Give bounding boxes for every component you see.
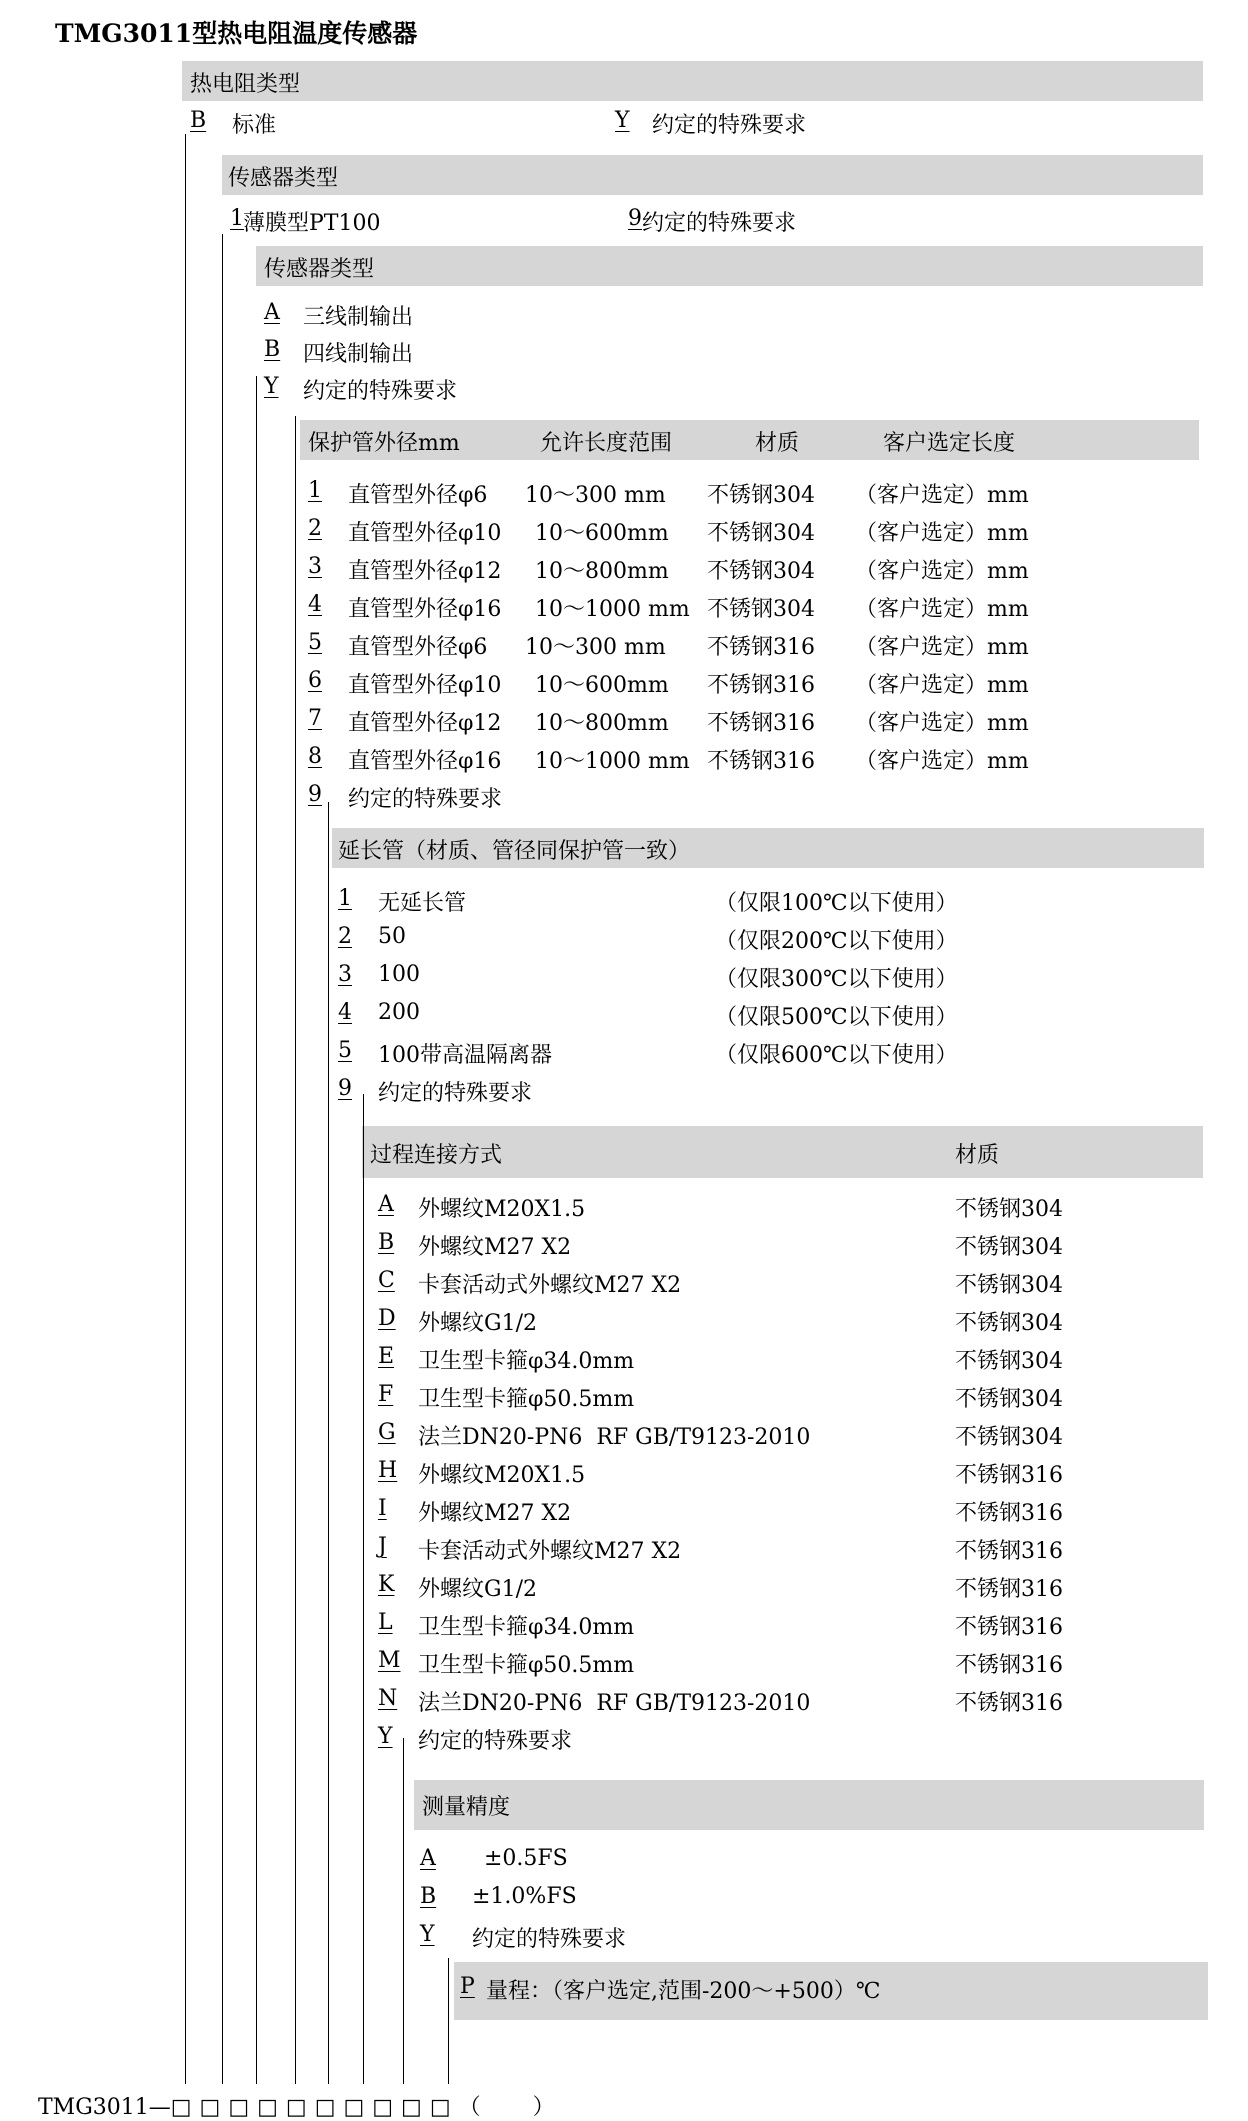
column-header-length-range: 允许长度范围: [540, 431, 673, 456]
tube-custom: （客户选定）mm: [855, 483, 1029, 508]
option-code: E: [378, 1344, 395, 1369]
option-code: 5: [308, 630, 322, 655]
connector-line: [403, 1738, 404, 2084]
option-code: 4: [308, 592, 322, 617]
section-header-label: 测量精度: [422, 1795, 511, 1820]
extension-label: 100带高温隔离器: [378, 1043, 552, 1068]
option-code: Y: [264, 374, 279, 399]
connection-material: 不锈钢304: [955, 1197, 1063, 1222]
option-code: P: [460, 1974, 475, 1999]
column-header-material: 材质: [755, 431, 800, 456]
connection-material: 不锈钢316: [955, 1615, 1063, 1640]
connection-material: 不锈钢316: [955, 1577, 1063, 1602]
option-label: 三线制输出: [303, 305, 414, 330]
section-header-range: [454, 1962, 1208, 2020]
model-code-template: [38, 2090, 555, 2121]
option-label: 约定的特殊要求: [378, 1081, 533, 1106]
connection-label: 卡套活动式外螺纹M27 X2: [418, 1539, 682, 1564]
option-code: Y: [615, 108, 630, 133]
option-code: 2: [338, 924, 352, 949]
section-header-wiring-type: [256, 246, 1203, 286]
tube-material: 不锈钢304: [707, 597, 815, 622]
accuracy-label: ±1.0%FS: [472, 1884, 577, 1909]
option-code: M: [378, 1648, 401, 1673]
extension-label: 50: [378, 924, 406, 949]
column-header-custom-length: 客户选定长度: [883, 431, 1016, 456]
connection-material: 不锈钢316: [955, 1501, 1063, 1526]
connection-label: 外螺纹G1/2: [418, 1311, 537, 1336]
option-code: A: [378, 1192, 394, 1217]
tube-range: 10～300 mm: [525, 635, 666, 660]
tube-custom: （客户选定）mm: [855, 521, 1029, 546]
model-close-paren: ）: [532, 2095, 555, 2120]
option-code: 9: [308, 782, 322, 807]
connection-material: 不锈钢316: [955, 1653, 1063, 1678]
tube-material: 不锈钢316: [707, 673, 815, 698]
tube-range: 10～800mm: [535, 711, 669, 736]
tube-range: 10～800mm: [535, 559, 669, 584]
option-code: 9: [628, 206, 642, 231]
tube-desc: 直管型外径φ6: [348, 635, 488, 660]
option-label: 标准: [232, 113, 277, 138]
option-label: 约定的特殊要求: [348, 787, 503, 812]
tube-range: 10～600mm: [535, 521, 669, 546]
option-code: 9: [338, 1076, 352, 1101]
option-label: 四线制输出: [303, 342, 414, 367]
option-code: 3: [308, 554, 322, 579]
section-header-label: 延长管（材质、管径同保护管一致）: [338, 839, 691, 864]
option-code: B: [378, 1230, 395, 1255]
column-header-diameter: 保护管外径mm: [308, 431, 460, 456]
connector-line: [448, 1958, 449, 2084]
extension-note: （仅限500℃以下使用）: [715, 1005, 958, 1030]
option-code: 1: [230, 206, 244, 231]
connection-material: 不锈钢304: [955, 1387, 1063, 1412]
option-code: 8: [308, 744, 322, 769]
tube-desc: 直管型外径φ12: [348, 559, 502, 584]
connection-label: 法兰DN20-PN6 RF GB/T9123-2010: [418, 1425, 811, 1450]
option-code: C: [378, 1268, 395, 1293]
option-code: N: [378, 1686, 398, 1711]
connector-line: [222, 234, 223, 2084]
extension-label: 100: [378, 962, 420, 987]
connection-material: 不锈钢304: [955, 1273, 1063, 1298]
tube-range: 10～300 mm: [525, 483, 666, 508]
connector-line: [328, 802, 329, 2084]
connection-material: 不锈钢304: [955, 1425, 1063, 1450]
section-header-sensor-type: [222, 155, 1203, 195]
tube-custom: （客户选定）mm: [855, 635, 1029, 660]
tube-material: 不锈钢304: [707, 483, 815, 508]
accuracy-label: ±0.5FS: [484, 1846, 568, 1871]
section-header-thermal-resistor-type: [182, 61, 1203, 101]
option-label: 约定的特殊要求: [303, 379, 458, 404]
tube-material: 不锈钢304: [707, 521, 815, 546]
connection-label: 外螺纹M27 X2: [418, 1235, 572, 1260]
connection-label: 外螺纹M20X1.5: [418, 1197, 586, 1222]
option-label: 薄膜型PT100: [243, 211, 381, 236]
section-header-label: 传感器类型: [264, 257, 375, 282]
option-code: F: [378, 1382, 394, 1407]
option-code: A: [264, 300, 280, 325]
option-code: 7: [308, 706, 322, 731]
section-header-extension-tube: [332, 828, 1204, 868]
option-label: 约定的特殊要求: [418, 1729, 573, 1754]
tube-desc: 直管型外径φ12: [348, 711, 502, 736]
option-boxes: □□□□□□□□□□（: [170, 2095, 489, 2120]
tube-material: 不锈钢304: [707, 559, 815, 584]
option-label: 约定的特殊要求: [642, 211, 797, 236]
tube-range: 10～600mm: [535, 673, 669, 698]
option-code: 5: [338, 1038, 352, 1063]
tube-desc: 直管型外径φ10: [348, 673, 502, 698]
tube-desc: 直管型外径φ16: [348, 749, 502, 774]
extension-label: 无延长管: [378, 891, 467, 916]
option-code: 6: [308, 668, 322, 693]
connection-material: 不锈钢316: [955, 1691, 1063, 1716]
option-code: 3: [338, 962, 352, 987]
section-header-label: 热电阻类型: [190, 72, 301, 97]
tube-custom: （客户选定）mm: [855, 597, 1029, 622]
connection-material: 不锈钢304: [955, 1349, 1063, 1374]
option-code: L: [378, 1610, 393, 1635]
connection-label: 卫生型卡箍φ50.5mm: [418, 1653, 635, 1678]
tube-custom: （客户选定）mm: [855, 673, 1029, 698]
section-header-accuracy: [414, 1780, 1204, 1830]
connection-label: 卫生型卡箍φ50.5mm: [418, 1387, 635, 1412]
option-code: B: [264, 337, 281, 362]
connection-label: 法兰DN20-PN6 RF GB/T9123-2010: [418, 1691, 811, 1716]
tube-material: 不锈钢316: [707, 711, 815, 736]
connector-line: [295, 416, 296, 2084]
option-code: 4: [338, 1000, 352, 1025]
model-prefix: TMG3011—: [38, 2095, 171, 2120]
connection-label: 卫生型卡箍φ34.0mm: [418, 1349, 635, 1374]
option-code: D: [378, 1306, 396, 1331]
option-label: 约定的特殊要求: [652, 113, 807, 138]
extension-label: 200: [378, 1000, 420, 1025]
connector-line: [185, 134, 186, 2084]
tube-custom: （客户选定）mm: [855, 711, 1029, 736]
connection-material: 不锈钢316: [955, 1463, 1063, 1488]
tube-custom: （客户选定）mm: [855, 749, 1029, 774]
tube-material: 不锈钢316: [707, 635, 815, 660]
range-label: 量程：（客户选定,范围-200～+500）℃: [486, 1979, 881, 2004]
tube-range: 10～1000 mm: [535, 749, 690, 774]
option-code: 1: [308, 478, 322, 503]
option-code: Y: [378, 1724, 393, 1749]
section-header-label: 传感器类型: [228, 166, 339, 191]
tube-desc: 直管型外径φ16: [348, 597, 502, 622]
connection-label: 卫生型卡箍φ34.0mm: [418, 1615, 635, 1640]
page-title: TMG3011型热电阻温度传感器: [55, 19, 418, 48]
option-code: 2: [308, 516, 322, 541]
connection-material: 不锈钢304: [955, 1235, 1063, 1260]
connection-material: 不锈钢316: [955, 1539, 1063, 1564]
option-code: I: [378, 1496, 387, 1521]
connector-line: [256, 376, 257, 2084]
option-code: Y: [420, 1922, 435, 1947]
option-label: 约定的特殊要求: [472, 1927, 627, 1952]
extension-note: （仅限100℃以下使用）: [715, 891, 958, 916]
connector-line: [363, 1094, 364, 2084]
option-code: K: [378, 1572, 395, 1597]
option-code: B: [420, 1884, 437, 1909]
section-header-label: 过程连接方式: [370, 1143, 503, 1168]
option-code: B: [190, 108, 207, 133]
connection-label: 外螺纹G1/2: [418, 1577, 537, 1602]
extension-note: （仅限300℃以下使用）: [715, 967, 958, 992]
extension-note: （仅限600℃以下使用）: [715, 1043, 958, 1068]
option-code: H: [378, 1458, 398, 1483]
tube-custom: （客户选定）mm: [855, 559, 1029, 584]
option-code: A: [420, 1846, 436, 1871]
section-header-protection-tube: [300, 420, 1199, 460]
option-code: J: [378, 1534, 387, 1559]
section-header-process-connection: [362, 1126, 1203, 1178]
extension-note: （仅限200℃以下使用）: [715, 929, 958, 954]
connection-label: 卡套活动式外螺纹M27 X2: [418, 1273, 682, 1298]
connection-label: 外螺纹M20X1.5: [418, 1463, 586, 1488]
column-header-material: 材质: [955, 1143, 1000, 1168]
option-code: G: [378, 1420, 396, 1445]
tube-range: 10～1000 mm: [535, 597, 690, 622]
tube-desc: 直管型外径φ6: [348, 483, 488, 508]
tube-desc: 直管型外径φ10: [348, 521, 502, 546]
connection-label: 外螺纹M27 X2: [418, 1501, 572, 1526]
tube-material: 不锈钢316: [707, 749, 815, 774]
connection-material: 不锈钢304: [955, 1311, 1063, 1336]
option-code: 1: [338, 886, 352, 911]
